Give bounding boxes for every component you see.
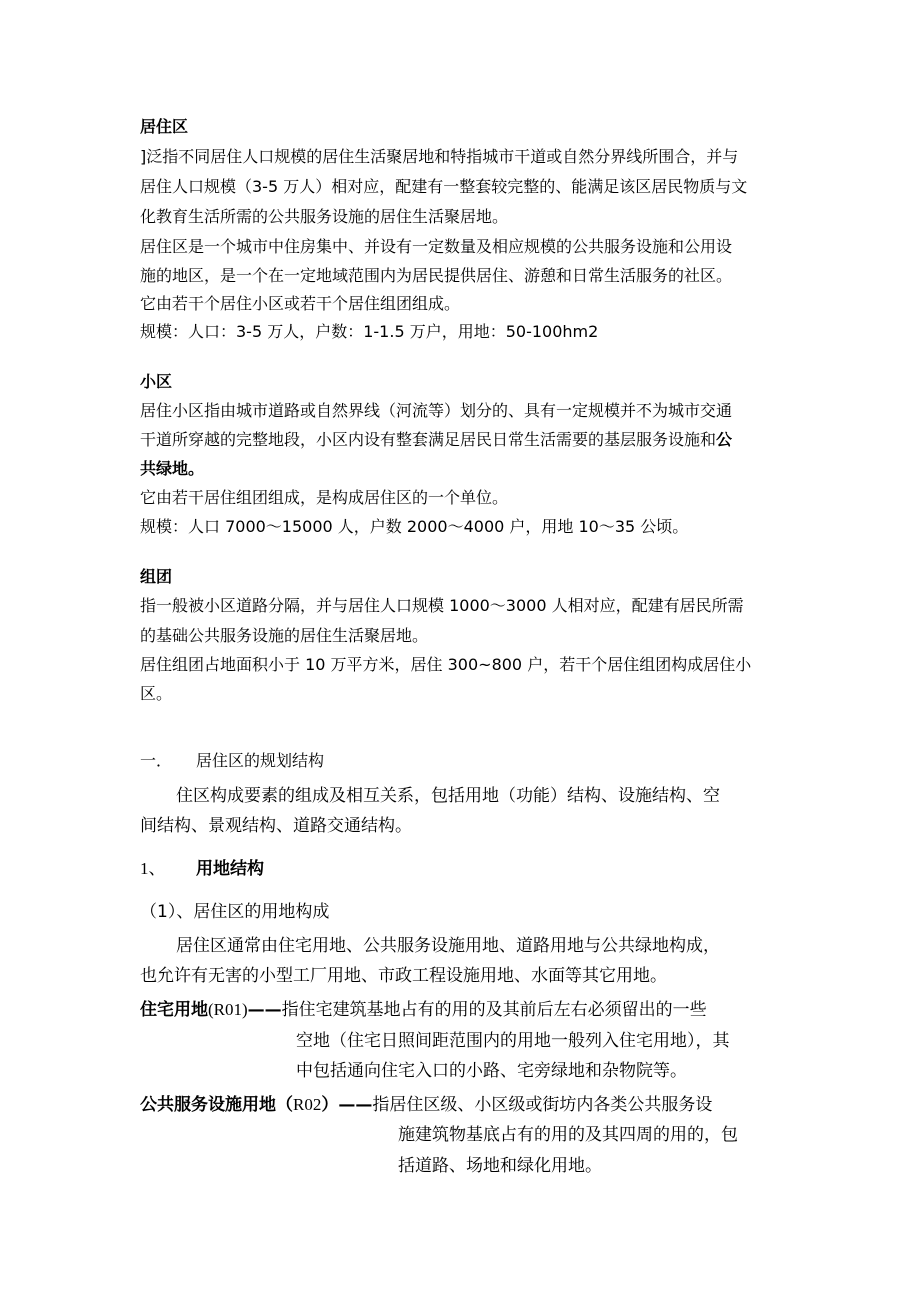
paragraph-line: 居住小区指由城市道路或自然界线（河流等）划分的、具有一定规模并不为城市交通 [140,401,733,420]
paragraph-line: 住区构成要素的组成及相互关系，包括用地（功能）结构、设施结构、空 [176,786,720,806]
definition-line: 括道路、场地和绿化用地。 [398,1156,602,1176]
term-text: 住宅用地 [140,1000,208,1020]
definition-text: 指居住区级、小区级或街坊内各类公共服务设 [372,1095,713,1115]
section-title: 居住区的规划结构 [196,751,325,770]
section-number: 一． [140,751,173,770]
subsection-number: 1、 [140,859,166,878]
paragraph-line [140,426,732,454]
bold-text: 共绿地。 [140,459,205,478]
bold-text: 公 [716,430,733,449]
paragraph-line: 居住人口规模（3-5 万人）相对应，配建有一整套较完整的、能满足该区居民物质与文 [140,177,748,196]
term-dash: ）—— [321,1095,373,1115]
heading-small-district: 小区 [140,372,173,391]
paragraph-line: 区。 [140,684,173,703]
paragraph-text: 干道所穿越的完整地段，小区内设有整套满足居民日常生活需要的基层服务设施和 [140,430,717,449]
paragraph-line: 化教育生活所需的公共服务设施的居住生活聚居地。 [140,207,509,226]
term-code: R02 [293,1095,322,1114]
definition-term [140,1091,712,1119]
paragraph-line: 也允许有无害的小型工厂用地、市政工程设施用地、水面等其它用地。 [140,966,667,986]
paragraph-line: 居住组团占地面积小于 10 万平方米，居住 300~800 户，若干个居住组团构成居住小 [140,655,752,674]
paragraph-line: 规模：人口 7000～15000 人，户数 2000～4000 户，用地 10～35 公顷。 [140,517,689,536]
definition-line: 施建筑物基底占有的用的及其四周的用的，包 [398,1125,738,1145]
heading-residential-district: 居住区 [140,117,189,136]
definition-term [140,996,707,1024]
paragraph-line: 它由若干个居住小区或若干个居住组团组成。 [140,294,461,313]
paragraph-line: 间结构、景观结构、道路交通结构。 [140,816,412,836]
definition-text: 指住宅建筑基地占有的用的及其前后左右必须留出的一些 [281,1000,707,1020]
definition-line: 中包括通向住宅入口的小路、宅旁绿地和杂物院等。 [296,1061,687,1081]
paragraph-line: ]泛指不同居住人口规模的居住生活聚居地和特指城市干道或自然分界线所围合，并与 [140,147,739,166]
paragraph-line: 规模：人口：3-5 万人，户数：1-1.5 万户，用地：50-100hm2 [140,322,599,341]
paragraph-line: 居住区是一个城市中住房集中、并设有一定数量及相应规模的公共服务设施和公用设 [140,237,733,256]
definition-line: 空地（住宅日照间距范围内的用地一般列入住宅用地），其 [296,1031,730,1051]
paragraph-line: 的基础公共服务设施的居住生活聚居地。 [140,626,429,645]
heading-cluster: 组团 [140,567,173,586]
paragraph-line: 它由若干居住组团组成，是构成居住区的一个单位。 [140,488,509,507]
paragraph-line: 居住区通常由住宅用地、公共服务设施用地、道路用地与公共绿地构成， [176,936,720,956]
term-text: 公共服务设施用地（ [140,1095,293,1115]
sub-heading: （1）、居住区的用地构成 [140,902,330,922]
term-code: (R01) [208,1000,248,1019]
paragraph-line: 施的地区，是一个在一定地域范围内为居民提供居住、游憩和日常生活服务的社区。 [140,266,733,285]
paragraph-line: 指一般被小区道路分隔，并与居住人口规模 1000～3000 人相对应，配建有居民所需 [140,596,744,615]
term-dash: —— [247,1000,282,1020]
subsection-title: 用地结构 [196,859,264,879]
